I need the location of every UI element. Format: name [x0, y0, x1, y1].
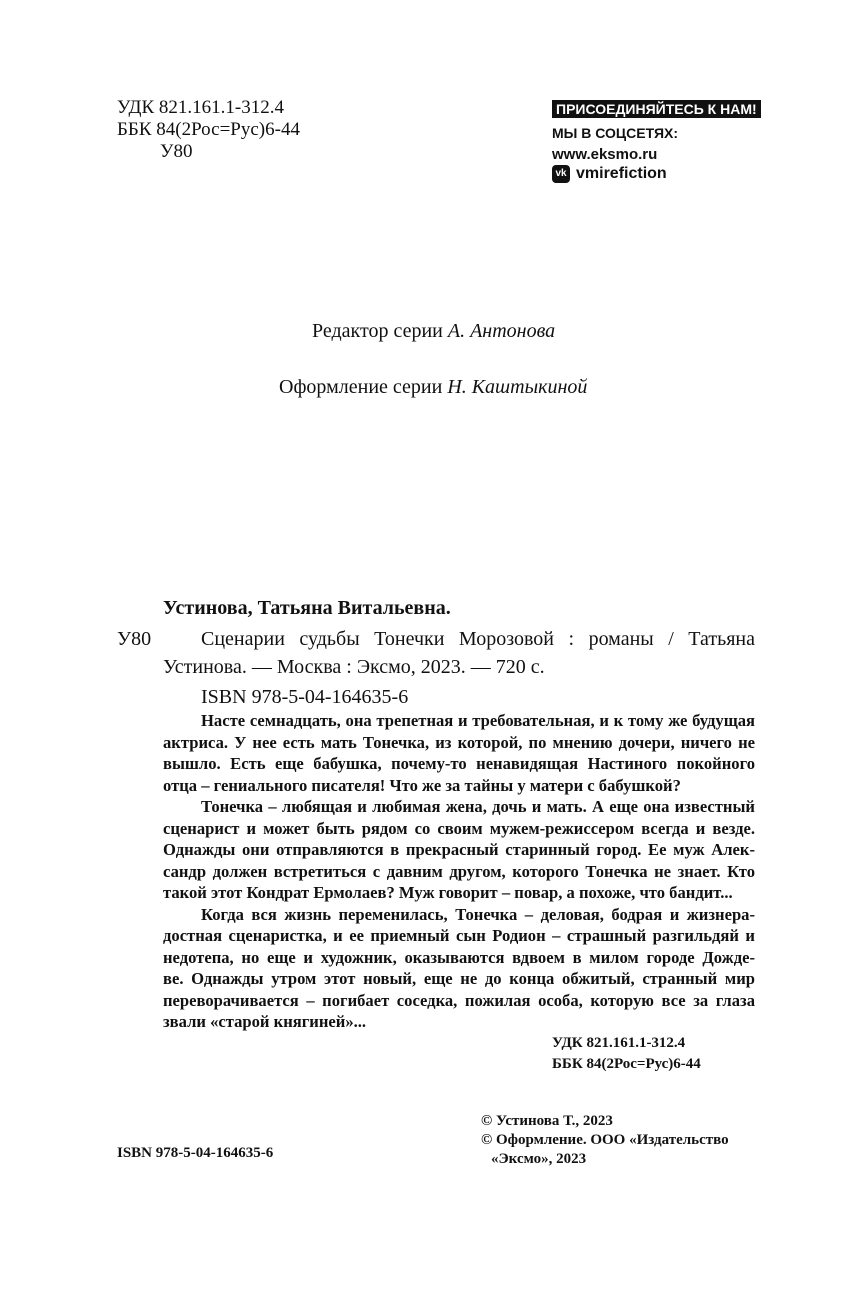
annotation-line: достная сценаристка, и ее приемный сын Родион – страшный разгильдяй и — [163, 926, 755, 945]
series-design: Оформление серии Н. Каштыкиной — [279, 376, 588, 398]
bib-code: У80 — [117, 628, 152, 650]
annotation-line: звали «старой княгиней»... — [163, 1012, 367, 1031]
bottom-bbk: ББК 84(2Рос=Рус)6-44 — [552, 1056, 701, 1072]
copyright-design: © Оформление. ООО «Издательство — [481, 1132, 729, 1148]
author-code: У80 — [160, 141, 193, 162]
annotation — [163, 710, 755, 1033]
series-editor: Редактор серии А. Антонова — [312, 320, 556, 342]
annotation-line: такой этот Кондрат Ермолаев? Муж говорит – повар, а похоже, что бандит... — [163, 883, 733, 902]
join-banner: ПРИСОЕДИНЯЙТЕСЬ К НАМ! — [552, 101, 761, 117]
social-label: МЫ В СОЦСЕТЯХ: — [552, 125, 679, 141]
annotation-line: Насте семнадцать, она трепетная и требовательная, и к тому же будущая — [201, 711, 755, 730]
copyright-publisher: «Эксмо», 2023 — [491, 1151, 587, 1167]
annotation-line: ве. Однажды утром этот новый, еще не до конца обжитый, странный мир — [163, 969, 755, 988]
copyright-author: © Устинова Т., 2023 — [481, 1113, 613, 1129]
annotation-line: Когда вся жизнь переменилась, Тонечка – деловая, бодрая и жизнера- — [201, 904, 755, 924]
annotation-line: актриса. У нее есть мать Тонечка, из которой, по мнению дочери, ничего не — [163, 732, 755, 752]
annotation-line: Однажды они отправляются в прекрасный старинный город. Ее муж Алек- — [163, 840, 755, 859]
annotation-line: отца – гениального писателя! Что же за тайны у матери с бабушкой? — [163, 775, 681, 795]
bbk-code: ББК 84(2Рос=Рус)6-44 — [117, 119, 300, 140]
vk-icon: vk — [552, 165, 570, 183]
bottom-isbn: ISBN 978-5-04-164635-6 — [117, 1145, 274, 1161]
annotation-line: сандр должен встретиться с давним другом, которого Тонечка не знает. Кто — [163, 861, 755, 881]
vk-link: vk vmirefiction — [552, 165, 667, 183]
annotation-line: переворачивается – погибает соседка, пожилая особа, которую все за глаза — [163, 990, 755, 1010]
annotation-line: Тонечка – любящая и любимая жена, дочь и мать. А еще она известный — [201, 797, 755, 816]
bib-entry: Сценарии судьбы Тонечки Морозовой : романы / Татьяна Устинова. — Москва : Эксмо, 2023. — 720 с. — [163, 628, 755, 678]
annotation-line: вышло. Есть еще бабушка, почему-то ненавидящая Настиного покойного — [163, 754, 755, 773]
udk-code: УДК 821.161.1-312.4 — [117, 97, 284, 118]
annotation-line: сценарист и может быть рядом со своим мужем-режиссером всегда и везде. — [163, 818, 755, 838]
bib-isbn: ISBN 978-5-04-164635-6 — [201, 686, 409, 708]
site-link: www.eksmo.ru — [552, 146, 658, 163]
bottom-udk: УДК 821.161.1-312.4 — [552, 1035, 686, 1051]
annotation-line: недотепа, но еще и художник, оказываются вдвоем в милом городе Дожде- — [163, 947, 755, 967]
bib-author: Устинова, Татьяна Витальевна. — [163, 597, 451, 619]
